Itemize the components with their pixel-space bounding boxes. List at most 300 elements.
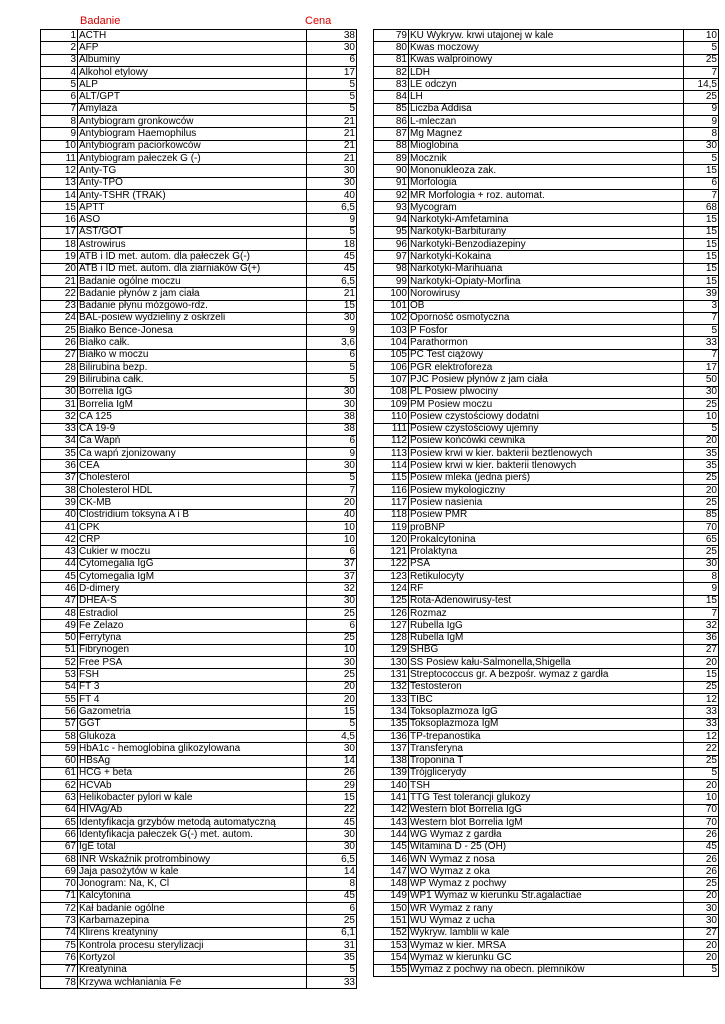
test-price: 70 — [684, 804, 719, 816]
test-price: 21 — [307, 128, 357, 140]
table-row — [374, 743, 719, 755]
row-number: 20 — [41, 263, 78, 275]
row-number: 50 — [41, 632, 78, 644]
row-number: 31 — [41, 398, 78, 410]
row-number: 1 — [41, 30, 78, 42]
row-number: 11 — [41, 152, 78, 164]
test-name: ATB i ID met. autom. dla pałeczek G(-) — [78, 251, 307, 263]
table-row — [374, 903, 719, 915]
test-price: 17 — [684, 362, 719, 374]
test-name: CK-MB — [78, 497, 307, 509]
test-name: Posiew końcówki cewnika — [409, 435, 684, 447]
table-row — [41, 312, 357, 324]
table-row — [41, 349, 357, 361]
table-row — [374, 275, 719, 287]
test-name: Anty-TG — [78, 165, 307, 177]
test-price: 25 — [684, 755, 719, 767]
test-name: Badanie płynu mózgowo-rdz. — [78, 300, 307, 312]
row-number: 19 — [41, 251, 78, 263]
table-row — [374, 484, 719, 496]
table-row — [41, 152, 357, 164]
row-number: 102 — [374, 312, 409, 324]
row-number: 71 — [41, 890, 78, 902]
test-name: PJC Posiew płynów z jam ciała — [409, 374, 684, 386]
row-number: 152 — [374, 927, 409, 939]
test-name: Cukier w moczu — [78, 546, 307, 558]
test-name: Bilirubina całk. — [78, 374, 307, 386]
row-number: 4 — [41, 66, 78, 78]
table-row — [41, 817, 357, 829]
test-name: Karbamazepina — [78, 915, 307, 927]
test-name: CA 125 — [78, 411, 307, 423]
test-price: 30 — [307, 177, 357, 189]
row-number: 60 — [41, 755, 78, 767]
table-row — [374, 288, 719, 300]
test-name: Troponina T — [409, 755, 684, 767]
test-name: Mocznik — [409, 152, 684, 164]
test-name: Badanie ogólne moczu — [78, 275, 307, 287]
test-name: Rozmaz — [409, 607, 684, 619]
table-row — [374, 337, 719, 349]
test-price: 38 — [307, 411, 357, 423]
table-row — [41, 423, 357, 435]
table-row — [41, 558, 357, 570]
row-number: 5 — [41, 79, 78, 91]
test-price: 26 — [684, 866, 719, 878]
test-name: LE odczyn — [409, 79, 684, 91]
test-price: 15 — [684, 595, 719, 607]
table-row — [41, 976, 357, 988]
test-name: CA 19-9 — [78, 423, 307, 435]
table-row — [41, 866, 357, 878]
test-name: Western blot Borrelia IgG — [409, 804, 684, 816]
test-name: Klirens kreatyniny — [78, 927, 307, 939]
test-price: 4,5 — [307, 730, 357, 742]
test-price: 29 — [307, 780, 357, 792]
test-name: AFP — [78, 42, 307, 54]
table-row — [41, 30, 357, 42]
test-name: Jaja pasożytów w kale — [78, 866, 307, 878]
test-name: HBsAg — [78, 755, 307, 767]
test-name: D-dimery — [78, 583, 307, 595]
test-name: Albuminy — [78, 54, 307, 66]
test-name: Amylaza — [78, 103, 307, 115]
table-row — [374, 595, 719, 607]
test-price: 30 — [307, 657, 357, 669]
test-name: Wymaz w kierunku GC — [409, 952, 684, 964]
test-price: 39 — [684, 288, 719, 300]
test-price: 25 — [684, 54, 719, 66]
test-name: PGR elektroforeza — [409, 362, 684, 374]
row-number: 58 — [41, 730, 78, 742]
row-number: 79 — [374, 30, 409, 42]
test-price: 20 — [684, 435, 719, 447]
test-name: Białko Bence-Jonesa — [78, 325, 307, 337]
test-name: Mycogram — [409, 202, 684, 214]
row-number: 68 — [41, 853, 78, 865]
test-name: Narkotyki-Barbiturany — [409, 226, 684, 238]
test-name: Posiew krwi w kier. bakterii beztlenowych — [409, 448, 684, 460]
row-number: 29 — [41, 374, 78, 386]
row-number: 124 — [374, 583, 409, 595]
table-row — [374, 411, 719, 423]
test-price: 6 — [307, 349, 357, 361]
test-price: 35 — [684, 448, 719, 460]
table-row — [41, 509, 357, 521]
test-name: Narkotyki-Opiaty-Morfina — [409, 275, 684, 287]
test-name: Wykryw. lamblii w kale — [409, 927, 684, 939]
row-number: 21 — [41, 275, 78, 287]
table-row — [41, 398, 357, 410]
test-price: 30 — [307, 743, 357, 755]
test-name: WU Wymaz z ucha — [409, 915, 684, 927]
table-row — [374, 694, 719, 706]
table-row — [41, 644, 357, 656]
table-row — [374, 571, 719, 583]
test-price: 20 — [684, 890, 719, 902]
test-name: KU Wykryw. krwi utajonej w kale — [409, 30, 684, 42]
test-price: 20 — [684, 952, 719, 964]
test-price: 25 — [684, 91, 719, 103]
table-row — [374, 152, 719, 164]
test-price: 22 — [684, 743, 719, 755]
table-row — [41, 460, 357, 472]
test-name: Fe Żelazo — [78, 620, 307, 632]
table-row — [374, 767, 719, 779]
test-name: Cholesterol HDL — [78, 484, 307, 496]
test-price: 25 — [307, 607, 357, 619]
row-number: 127 — [374, 620, 409, 632]
row-number: 6 — [41, 91, 78, 103]
table-row — [41, 300, 357, 312]
row-number: 114 — [374, 460, 409, 472]
test-name: Antybiogram paciorkowców — [78, 140, 307, 152]
table-row — [374, 202, 719, 214]
table-row — [374, 681, 719, 693]
test-price: 45 — [307, 817, 357, 829]
test-price: 5 — [684, 325, 719, 337]
table-row — [374, 263, 719, 275]
test-name: Posiew czystościowy ujemny — [409, 423, 684, 435]
test-name: FSH — [78, 669, 307, 681]
row-number: 87 — [374, 128, 409, 140]
row-number: 18 — [41, 239, 78, 251]
row-number: 133 — [374, 694, 409, 706]
table-row — [41, 657, 357, 669]
test-price: 15 — [684, 263, 719, 275]
test-name: Kwas moczowy — [409, 42, 684, 54]
test-name: Morfologia — [409, 177, 684, 189]
row-number: 17 — [41, 226, 78, 238]
row-number: 130 — [374, 657, 409, 669]
table-row — [41, 595, 357, 607]
test-name: WR Wymaz z rany — [409, 903, 684, 915]
table-row — [41, 694, 357, 706]
test-price: 8 — [684, 128, 719, 140]
table-row — [374, 103, 719, 115]
test-name: Helikobacter pylori w kale — [78, 792, 307, 804]
test-price: 30 — [684, 915, 719, 927]
test-price: 6,1 — [307, 927, 357, 939]
test-price: 22 — [307, 804, 357, 816]
test-name: Ca Wapń — [78, 435, 307, 447]
table-row — [374, 780, 719, 792]
test-price: 9 — [307, 325, 357, 337]
row-number: 137 — [374, 743, 409, 755]
test-name: Anty-TPO — [78, 177, 307, 189]
test-name: CRP — [78, 534, 307, 546]
table-row — [41, 804, 357, 816]
test-price: 33 — [684, 337, 719, 349]
table-row — [374, 349, 719, 361]
test-price: 7 — [684, 607, 719, 619]
test-price: 6,5 — [307, 853, 357, 865]
test-name: Białko całk. — [78, 337, 307, 349]
test-price: 6 — [684, 177, 719, 189]
row-number: 63 — [41, 792, 78, 804]
table-row — [374, 177, 719, 189]
row-number: 37 — [41, 472, 78, 484]
test-name: Witamina D - 25 (OH) — [409, 841, 684, 853]
test-name: DHEA-S — [78, 595, 307, 607]
test-name: Oporność osmotyczna — [409, 312, 684, 324]
test-price: 20 — [684, 484, 719, 496]
test-price: 85 — [684, 509, 719, 521]
test-name: Parathormon — [409, 337, 684, 349]
test-name: IgE total — [78, 841, 307, 853]
test-price: 30 — [684, 558, 719, 570]
row-number: 100 — [374, 288, 409, 300]
row-number: 85 — [374, 103, 409, 115]
table-row — [374, 964, 719, 976]
row-number: 3 — [41, 54, 78, 66]
test-name: Streptococcus gr. A bezpośr. wymaz z gardła — [409, 669, 684, 681]
test-price: 5 — [307, 964, 357, 976]
test-price: 36 — [684, 632, 719, 644]
test-price: 6 — [307, 620, 357, 632]
test-name: Posiew PMR — [409, 509, 684, 521]
test-price: 10 — [684, 30, 719, 42]
test-name: APTT — [78, 202, 307, 214]
row-number: 129 — [374, 644, 409, 656]
test-name: Testosteron — [409, 681, 684, 693]
test-name: BAL-posiew wydzieliny z oskrzeli — [78, 312, 307, 324]
table-row — [374, 128, 719, 140]
table-row — [41, 288, 357, 300]
table-row — [41, 189, 357, 201]
row-number: 118 — [374, 509, 409, 521]
table-row — [374, 607, 719, 619]
test-price: 21 — [307, 152, 357, 164]
table-row — [41, 448, 357, 460]
test-name: Astrowirus — [78, 239, 307, 251]
test-price: 3,6 — [307, 337, 357, 349]
row-number: 93 — [374, 202, 409, 214]
table-row — [41, 226, 357, 238]
test-price: 40 — [307, 189, 357, 201]
test-price: 5 — [307, 472, 357, 484]
test-price: 14,5 — [684, 79, 719, 91]
table-row — [374, 952, 719, 964]
test-price: 30 — [307, 165, 357, 177]
test-name: Rubella IgM — [409, 632, 684, 644]
row-number: 52 — [41, 657, 78, 669]
row-number: 107 — [374, 374, 409, 386]
test-price: 27 — [684, 927, 719, 939]
test-price: 3 — [684, 300, 719, 312]
test-name: FT 3 — [78, 681, 307, 693]
table-row — [41, 903, 357, 915]
row-number: 112 — [374, 435, 409, 447]
test-name: Liczba Addisa — [409, 103, 684, 115]
table-row — [374, 140, 719, 152]
row-number: 146 — [374, 853, 409, 865]
test-name: TSH — [409, 780, 684, 792]
test-price: 5 — [307, 362, 357, 374]
row-number: 80 — [374, 42, 409, 54]
table-row — [41, 202, 357, 214]
table-row — [374, 460, 719, 472]
test-price: 5 — [684, 152, 719, 164]
row-number: 33 — [41, 423, 78, 435]
test-price: 30 — [307, 312, 357, 324]
row-number: 8 — [41, 116, 78, 128]
row-number: 30 — [41, 386, 78, 398]
row-number: 134 — [374, 706, 409, 718]
test-price: 15 — [307, 792, 357, 804]
table-row — [374, 939, 719, 951]
table-row — [374, 116, 719, 128]
row-number: 69 — [41, 866, 78, 878]
test-name: Anty-TSHR (TRAK) — [78, 189, 307, 201]
table-row — [374, 448, 719, 460]
table-row — [41, 435, 357, 447]
test-price: 5 — [307, 374, 357, 386]
table-row — [41, 484, 357, 496]
row-number: 72 — [41, 903, 78, 915]
test-price: 20 — [684, 657, 719, 669]
table-row — [41, 472, 357, 484]
test-price: 12 — [684, 730, 719, 742]
row-number: 26 — [41, 337, 78, 349]
test-price: 10 — [684, 411, 719, 423]
row-number: 32 — [41, 411, 78, 423]
table-row — [41, 669, 357, 681]
test-name: Borrelia IgG — [78, 386, 307, 398]
test-price: 35 — [684, 460, 719, 472]
test-name: Antybiogram pałeczek G (-) — [78, 152, 307, 164]
test-name: Estradiol — [78, 607, 307, 619]
table-row — [374, 841, 719, 853]
table-row — [374, 239, 719, 251]
row-number: 98 — [374, 263, 409, 275]
price-table-right — [373, 29, 719, 977]
test-name: TIBC — [409, 694, 684, 706]
row-number: 94 — [374, 214, 409, 226]
test-name: Ca wapń zjonizowany — [78, 448, 307, 460]
table-row — [374, 66, 719, 78]
table-row — [374, 398, 719, 410]
test-name: Posiew krwi w kier. bakterii tlenowych — [409, 460, 684, 472]
test-name: Transferyna — [409, 743, 684, 755]
row-number: 62 — [41, 780, 78, 792]
test-name: Rota-Adenowirusy-test — [409, 595, 684, 607]
table-row — [374, 730, 719, 742]
test-price: 15 — [684, 214, 719, 226]
test-name: Norowirusy — [409, 288, 684, 300]
test-price: 6,5 — [307, 275, 357, 287]
table-row — [374, 435, 719, 447]
row-number: 109 — [374, 398, 409, 410]
test-name: ALP — [78, 79, 307, 91]
table-row — [41, 42, 357, 54]
test-price: 26 — [307, 767, 357, 779]
test-name: CPK — [78, 521, 307, 533]
test-price: 21 — [307, 116, 357, 128]
test-name: MR Morfologia + roz. automat. — [409, 189, 684, 201]
row-number: 154 — [374, 952, 409, 964]
test-name: CEA — [78, 460, 307, 472]
row-number: 88 — [374, 140, 409, 152]
row-number: 147 — [374, 866, 409, 878]
test-name: Alkohol etylowy — [78, 66, 307, 78]
test-price: 25 — [684, 681, 719, 693]
test-price: 7 — [684, 312, 719, 324]
test-name: Kortyzol — [78, 952, 307, 964]
test-name: Prolaktyna — [409, 546, 684, 558]
table-row — [374, 509, 719, 521]
table-row — [374, 214, 719, 226]
table-row — [374, 251, 719, 263]
test-name: TP-trepanostika — [409, 730, 684, 742]
row-number: 81 — [374, 54, 409, 66]
table-row — [41, 743, 357, 755]
row-number: 28 — [41, 362, 78, 374]
test-price: 9 — [684, 116, 719, 128]
table-row — [41, 706, 357, 718]
row-number: 54 — [41, 681, 78, 693]
row-number: 38 — [41, 484, 78, 496]
table-row — [41, 66, 357, 78]
table-row — [374, 189, 719, 201]
test-price: 33 — [684, 718, 719, 730]
table-row — [374, 165, 719, 177]
test-name: Narkotyki-Marihuana — [409, 263, 684, 275]
test-name: Cholesterol — [78, 472, 307, 484]
test-price: 45 — [307, 251, 357, 263]
test-price: 31 — [307, 939, 357, 951]
test-price: 5 — [684, 42, 719, 54]
test-price: 21 — [307, 140, 357, 152]
table-row — [41, 116, 357, 128]
test-price: 33 — [684, 706, 719, 718]
test-price: 7 — [684, 66, 719, 78]
test-name: Kwas walproinowy — [409, 54, 684, 66]
test-price: 30 — [307, 386, 357, 398]
test-name: Mioglobina — [409, 140, 684, 152]
table-row — [41, 829, 357, 841]
test-price: 5 — [307, 79, 357, 91]
row-number: 145 — [374, 841, 409, 853]
test-name: Cytomegalia IgM — [78, 571, 307, 583]
table-row — [374, 423, 719, 435]
test-price: 25 — [684, 878, 719, 890]
test-name: Bilirubina bezp. — [78, 362, 307, 374]
test-name: GGT — [78, 718, 307, 730]
table-row — [41, 890, 357, 902]
test-price: 30 — [684, 903, 719, 915]
row-number: 120 — [374, 534, 409, 546]
